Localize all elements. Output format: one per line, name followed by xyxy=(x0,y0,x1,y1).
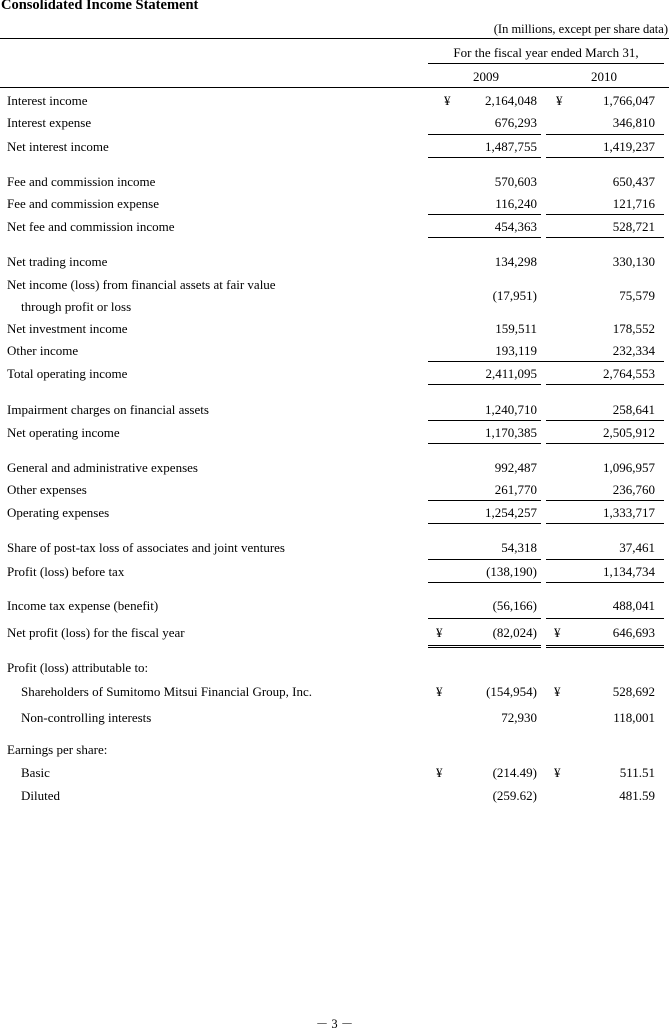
row-label: Diluted xyxy=(21,788,60,803)
subtotal-rule xyxy=(428,157,541,158)
value-2010: 511.51 xyxy=(619,765,655,780)
table-row xyxy=(0,684,669,702)
table-row xyxy=(0,343,669,361)
year-2010-header: 2010 xyxy=(591,69,617,84)
table-row xyxy=(0,254,669,272)
subtotal-rule xyxy=(428,214,541,215)
subtotal-rule xyxy=(546,134,664,135)
value-2009: 193,119 xyxy=(495,343,537,358)
header-rule xyxy=(0,87,669,88)
subtotal-rule xyxy=(546,582,664,583)
value-2009: 134,298 xyxy=(494,254,537,269)
table-row xyxy=(0,277,669,317)
subtotal-rule xyxy=(546,443,664,444)
table-row xyxy=(0,625,669,643)
row-label: Non-controlling interests xyxy=(21,710,152,725)
value-2009: 2,164,048 xyxy=(485,93,537,108)
row-label: Net investment income xyxy=(7,321,128,336)
row-label: Net fee and commission income xyxy=(7,219,175,234)
page-number: － 3 － xyxy=(315,1017,354,1031)
table-row xyxy=(0,115,669,133)
value-2010: 528,721 xyxy=(612,219,655,234)
subtotal-rule xyxy=(428,237,541,238)
subtotal-rule xyxy=(546,523,664,524)
subtotal-rule xyxy=(428,618,541,619)
value-2009: (138,190) xyxy=(486,564,537,579)
value-2009: 1,254,257 xyxy=(485,505,537,520)
subtotal-rule xyxy=(546,237,664,238)
value-2009: (82,024) xyxy=(492,625,537,640)
subtotal-rule xyxy=(546,618,664,619)
table-row xyxy=(0,174,669,192)
subtotal-rule xyxy=(428,361,664,362)
value-2009: 72,930 xyxy=(501,710,537,725)
row-label: Share of post-tax loss of associates and joint ventures xyxy=(7,540,285,555)
value-2010: 1,134,734 xyxy=(603,564,655,579)
subtotal-rule xyxy=(546,420,664,421)
value-2010: 488,041 xyxy=(612,598,655,613)
table-row xyxy=(0,196,669,214)
row-label: Interest income xyxy=(7,93,88,108)
table-row xyxy=(0,93,669,111)
value-2009: 159,511 xyxy=(495,321,537,336)
year-2009-header: 2009 xyxy=(473,69,499,84)
table-row xyxy=(0,788,669,806)
value-2009: (259.62) xyxy=(492,788,537,803)
row-label: Income tax expense (benefit) xyxy=(7,598,159,613)
value-2009: (214.49) xyxy=(492,765,537,780)
row-label: Operating expenses xyxy=(7,505,110,520)
table-row xyxy=(0,505,669,523)
value-2009: 1,240,710 xyxy=(485,402,537,417)
table-row xyxy=(0,366,669,384)
value-2009: 992,487 xyxy=(494,460,537,475)
table-row xyxy=(0,139,669,157)
table-row xyxy=(0,482,669,500)
units-note: (In millions, except per share data) xyxy=(493,22,668,36)
value-2009: 1,487,755 xyxy=(485,139,537,154)
total-double-rule xyxy=(546,647,664,648)
subtotal-rule xyxy=(546,384,664,385)
table-row xyxy=(0,564,669,582)
value-2010: 346,810 xyxy=(612,115,655,130)
value-2010: 2,764,553 xyxy=(603,366,655,381)
table-row xyxy=(0,425,669,443)
row-label: Other income xyxy=(7,343,79,358)
subtotal-rule xyxy=(428,384,541,385)
table-row xyxy=(0,598,669,616)
yen-symbol: ¥ xyxy=(554,765,561,780)
row-label: Impairment charges on financial assets xyxy=(7,402,209,417)
subtotal-rule xyxy=(546,500,664,501)
yen-symbol: ¥ xyxy=(554,684,561,699)
yen-symbol: ¥ xyxy=(444,93,451,108)
value-2010: 330,130 xyxy=(612,254,655,269)
row-label: Net income (loss) from financial assets at fair value xyxy=(7,277,276,292)
table-row xyxy=(0,540,669,558)
period-header: For the fiscal year ended March 31, xyxy=(453,45,639,60)
value-2009: 676,293 xyxy=(494,115,537,130)
total-double-rule xyxy=(428,647,541,648)
value-2009: 116,240 xyxy=(495,196,537,211)
subtotal-rule xyxy=(546,559,664,560)
row-label: Net trading income xyxy=(7,254,108,269)
value-2009: (56,166) xyxy=(492,598,537,613)
yen-symbol: ¥ xyxy=(556,93,563,108)
row-label: Total operating income xyxy=(7,366,128,381)
subtotal-rule xyxy=(428,523,541,524)
value-2009: 54,318 xyxy=(501,540,537,555)
subtotal-rule xyxy=(428,443,541,444)
value-2010: 481.59 xyxy=(619,788,655,803)
value-2010: 178,552 xyxy=(612,321,655,336)
subtotal-rule xyxy=(546,157,664,158)
value-2010: 2,505,912 xyxy=(603,425,655,440)
row-label: Net profit (loss) for the fiscal year xyxy=(7,625,185,640)
subtotal-rule xyxy=(428,420,541,421)
row-label: Profit (loss) before tax xyxy=(7,564,125,579)
value-2010: 528,692 xyxy=(612,684,655,699)
period-rule xyxy=(428,63,664,64)
row-label: Net operating income xyxy=(7,425,120,440)
value-2010: 1,766,047 xyxy=(603,93,655,108)
subtotal-rule xyxy=(546,214,664,215)
table-row xyxy=(0,742,669,760)
row-label: Net interest income xyxy=(7,139,109,154)
value-2009: 261,770 xyxy=(494,482,537,497)
value-2010: 236,760 xyxy=(612,482,655,497)
value-2010: 1,096,957 xyxy=(603,460,655,475)
value-2010: 1,419,237 xyxy=(603,139,655,154)
row-label: Fee and commission income xyxy=(7,174,156,189)
table-row xyxy=(0,321,669,339)
row-label: Fee and commission expense xyxy=(7,196,159,211)
value-2010: 646,693 xyxy=(612,625,655,640)
row-label: Basic xyxy=(21,765,50,780)
value-2010: 75,579 xyxy=(619,288,655,303)
row-label: Other expenses xyxy=(7,482,87,497)
yen-symbol: ¥ xyxy=(436,684,443,699)
row-label: General and administrative expenses xyxy=(7,460,198,475)
subtotal-rule xyxy=(428,134,541,135)
value-2009: 570,603 xyxy=(494,174,537,189)
value-2010: 258,641 xyxy=(612,402,655,417)
value-2010: 37,461 xyxy=(619,540,655,555)
section-label: Profit (loss) attributable to: xyxy=(7,660,149,675)
table-row xyxy=(0,460,669,478)
value-2010: 118,001 xyxy=(613,710,655,725)
value-2009: 1,170,385 xyxy=(485,425,537,440)
row-label-continued: through profit or loss xyxy=(21,299,132,314)
total-double-rule xyxy=(428,645,541,646)
value-2010: 232,334 xyxy=(612,343,655,358)
table-row xyxy=(0,219,669,237)
value-2010: 1,333,717 xyxy=(603,505,655,520)
yen-symbol: ¥ xyxy=(436,625,443,640)
yen-symbol: ¥ xyxy=(436,765,443,780)
row-label: Shareholders of Sumitomo Mitsui Financial Group, Inc. xyxy=(21,684,313,699)
table-row xyxy=(0,402,669,420)
row-label: Interest expense xyxy=(7,115,92,130)
value-2009: 454,363 xyxy=(494,219,537,234)
statement-title: Consolidated Income Statement xyxy=(1,0,199,13)
subtotal-rule xyxy=(428,559,541,560)
subtotal-rule xyxy=(428,582,541,583)
value-2010: 121,716 xyxy=(612,196,655,211)
table-row xyxy=(0,765,669,783)
section-label: Earnings per share: xyxy=(7,742,108,757)
value-2009: (154,954) xyxy=(486,684,537,699)
value-2010: 650,437 xyxy=(612,174,655,189)
table-row xyxy=(0,710,669,728)
value-2009: (17,951) xyxy=(492,288,537,303)
table-row xyxy=(0,660,669,678)
value-2009: 2,411,095 xyxy=(485,366,537,381)
top-rule xyxy=(0,38,669,39)
subtotal-rule xyxy=(428,500,541,501)
total-double-rule xyxy=(546,645,664,646)
yen-symbol: ¥ xyxy=(554,625,561,640)
